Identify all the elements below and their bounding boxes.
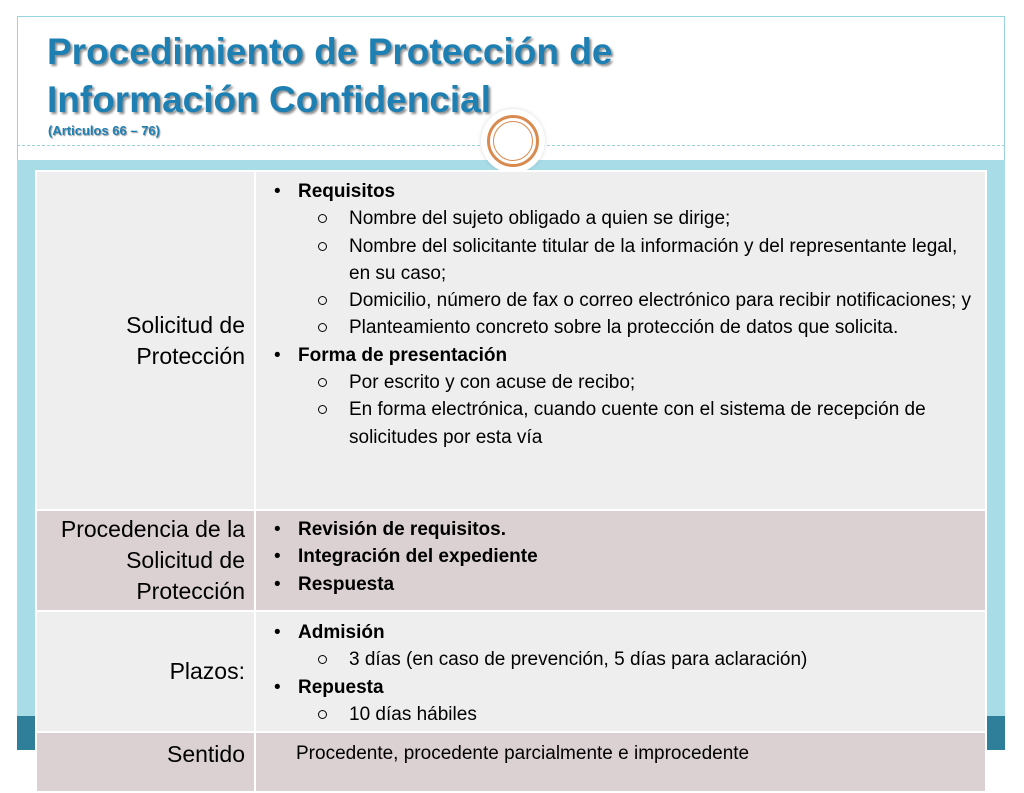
page-title [47,28,947,124]
section-heading: Repuesta [298,676,384,698]
table-row [36,611,986,732]
sub-bullet-list [298,701,975,728]
page-title-line-2: Información Confidencial [47,79,492,120]
section-heading: Respuesta [298,573,395,595]
row-content [255,611,986,732]
list-item: 3 días (en caso de prevención, 5 días para aclaración) [298,646,975,673]
table-row [36,732,986,792]
list-item [266,571,975,598]
sub-bullet-list [298,205,975,341]
ornament-inner-ring [493,121,533,161]
bullet-list [266,178,975,451]
page-title-line-1: Procedimiento de Protección de [47,31,613,72]
row-content [255,510,986,611]
list-item: Nombre del solicitante titular de la información y del representante legal, en su caso; [298,233,975,288]
section-heading: Requisitos [298,181,396,202]
row-label: Procedencia de la Solicitud de Protección [36,510,255,611]
table-row [36,510,986,611]
section-heading: Forma de presentación [298,344,508,366]
list-item [266,516,975,543]
section-heading: Admisión [298,622,385,643]
list-item [266,178,975,342]
list-item: 10 días hábiles [298,701,975,728]
sub-bullet-list [298,646,975,673]
list-item [266,342,975,451]
section-heading: Integración del expediente [298,546,538,568]
page-subtitle: (Articulos 66 – 76) [48,123,160,138]
circle-ornament-icon [481,109,545,173]
list-item [266,674,975,729]
row-label: Plazos: [36,611,255,732]
sub-bullet-list [298,369,975,451]
list-item [266,619,975,674]
row-content: Procedente, procedente parcialmente e improcedente [255,732,986,792]
list-item: Por escrito y con acuse de recibo; [298,369,975,396]
procedure-table [35,170,987,793]
section-heading: Revisión de requisitos. [298,519,506,540]
bullet-list [266,619,975,728]
row-label: Sentido [36,732,255,792]
list-item: En forma electrónica, cuando cuente con el sistema de recepción de solicitudes por esta vía [298,396,975,451]
list-item: Planteamiento concreto sobre la protección de datos que solicita. [298,314,975,341]
table-row [36,171,986,510]
bullet-list [266,516,975,598]
row-label: Solicitud de Protección [36,171,255,510]
list-item: Nombre del sujeto obligado a quien se dirige; [298,205,975,232]
list-item: Domicilio, número de fax o correo electrónico para recibir notificaciones; y [298,287,975,314]
list-item [266,543,975,570]
row-content [255,171,986,510]
